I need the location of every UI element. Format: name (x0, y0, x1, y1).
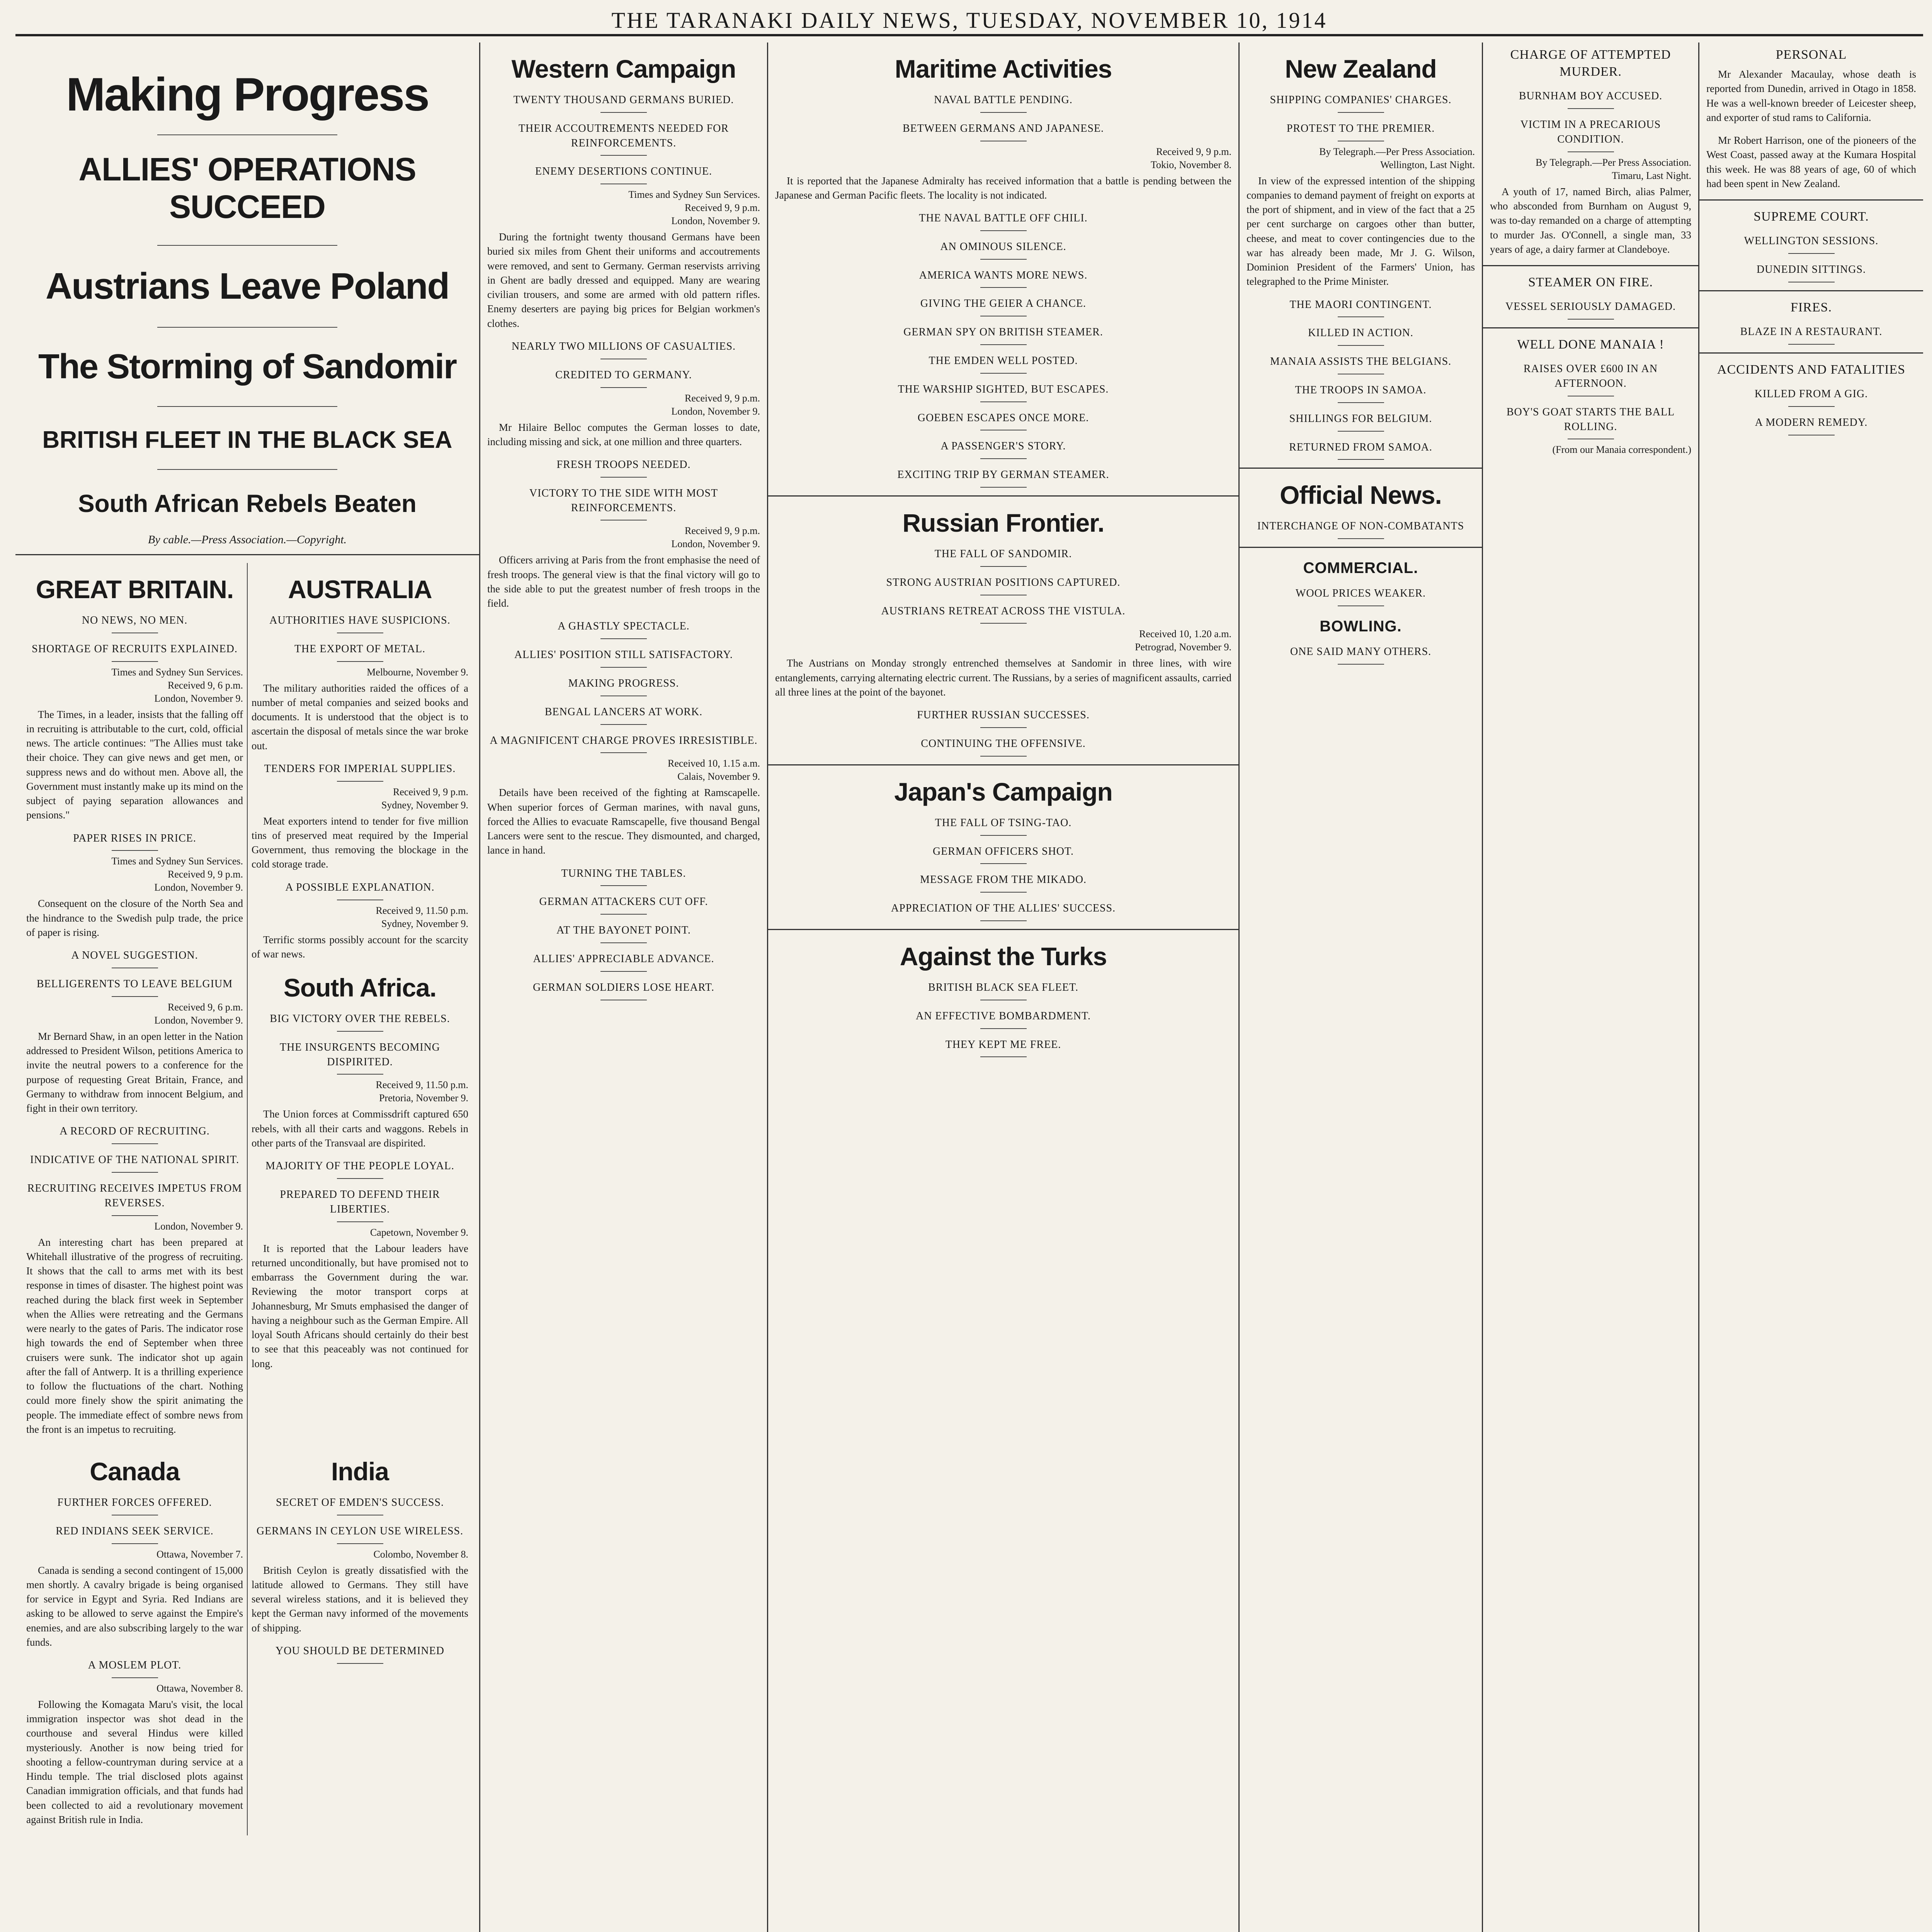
article-title: WELL DONE MANAIA ! (1517, 337, 1664, 352)
dateline: Sydney, November 9. (381, 918, 468, 929)
dateline: Ottawa, November 7. (156, 1548, 243, 1560)
subhead: THE NAVAL BATTLE OFF CHILI. (775, 211, 1231, 231)
subhead: DUNEDIN SITTINGS. (1706, 262, 1916, 282)
dateline: Wellington, Last Night. (1380, 159, 1475, 170)
masthead: THE TARANAKI DAILY NEWS, TUESDAY, NOVEMBER 10, 1914 (15, 7, 1923, 36)
subhead: THE FALL OF TSING-TAO. (775, 816, 1231, 836)
article-paragraph: During the fortnight twenty thousand Germans have been buried six miles from Ghent their uniforms and accoutrements were removed, and sent to Germany. German reservists arriving in Ghent are badly dressed and equipped. Many are wearing civilian trousers, and some are armed with old pattern rifles. Enemy deserters are paying big prices for Belgian workmen's clothes. (487, 231, 760, 329)
subhead: KILLED IN ACTION. (1247, 326, 1475, 346)
divider (157, 327, 337, 328)
dateline: Petrograd, November 9. (1135, 641, 1231, 653)
divider (1240, 468, 1482, 469)
subhead: INTERCHANGE OF NON-COMBATANTS (1247, 519, 1475, 539)
article-paragraph: Mr Alexander Macaulay, whose death is reported from Dunedin, arrived in Otago in 1858. He was a well-known breeder of Leicester sheep, and exporter of stud rams to California. (1706, 68, 1916, 123)
subhead: BETWEEN GERMANS AND JAPANESE. (775, 121, 1231, 141)
subhead: THE EMDEN WELL POSTED. (775, 354, 1231, 374)
divider (1699, 290, 1923, 291)
columns (15, 43, 1923, 1932)
section-bowling: BOWLING. (1320, 617, 1402, 635)
subhead: PREPARED TO DEFEND THEIR LIBERTIES. (252, 1187, 468, 1222)
dateline: London, November 9. (154, 882, 243, 893)
source-line: By Telegraph.—Per Press Association. (1319, 146, 1475, 157)
divider (1483, 327, 1698, 328)
column-5 (1482, 43, 1698, 1932)
dateline: Ottawa, November 8. (156, 1682, 243, 1694)
subhead: STRONG AUSTRIAN POSITIONS CAPTURED. (775, 575, 1231, 595)
divider (157, 245, 337, 246)
divider (157, 469, 337, 470)
subhead: THE FALL OF SANDOMIR. (775, 547, 1231, 567)
section-official-news: Official News. (1280, 481, 1442, 510)
subhead: AMERICA WANTS MORE NEWS. (775, 268, 1231, 288)
section-canada: Canada (90, 1457, 180, 1486)
subhead: RED INDIANS SEEK SERVICE. (26, 1524, 243, 1544)
article-title: PERSONAL (1776, 48, 1847, 62)
dateline: Colombo, November 8. (373, 1548, 468, 1560)
subhead: YOU SHOULD BE DETERMINED (252, 1644, 468, 1664)
dateline: London, November 9. (671, 405, 760, 417)
received-line: Received 9, 9 p.m. (393, 786, 468, 798)
article-paragraph: Canada is sending a second contingent of 15,000 men shortly. A cavalry brigade is being organised for service in Egypt and Syria. Red Indians are asking to be allowed to serve against the Empire's enemies, and are also subscribing largely to the war funds. (26, 1564, 243, 1648)
subhead: THEY KEPT ME FREE. (775, 1037, 1231, 1058)
subhead: MAJORITY OF THE PEOPLE LOYAL. (252, 1159, 468, 1179)
article-title: FIRES. (1790, 300, 1832, 315)
column-3 (767, 43, 1238, 1932)
received-line: Received 9, 9 p.m. (168, 869, 243, 880)
subhead: CONTINUING THE OFFENSIVE. (775, 736, 1231, 757)
subhead: FURTHER FORCES OFFERED. (26, 1495, 243, 1515)
article-title: STEAMER ON FIRE. (1528, 275, 1653, 290)
received-line: Received 9, 6 p.m. (168, 1001, 243, 1013)
subhead: MESSAGE FROM THE MIKADO. (775, 872, 1231, 893)
received-line: Received 10, 1.15 a.m. (668, 758, 760, 769)
subhead: A MAGNIFICENT CHARGE PROVES IRRESISTIBLE. (487, 733, 760, 753)
subhead: BENGAL LANCERS AT WORK. (487, 705, 760, 725)
article-paragraph: In view of the expressed intention of the shipping companies to demand payment of freight on exports at the port of shipment, and in view of the fact that a 25 per cent surcharge on cargoes other than butter, cheese, and meat to cover contingencies due to the war has already been made, Mr J. G. Wilson, Dominion President of the Farmers' Union, has telegraphed to the Prime Minister. (1247, 175, 1475, 287)
subhead: BRITISH BLACK SEA FLEET. (775, 980, 1231, 1000)
subhead: AN EFFECTIVE BOMBARDMENT. (775, 1009, 1231, 1029)
article-paragraph: Officers arriving at Paris from the front emphasise the need of fresh troops. The general view is that the final victory will go to the side able to put the greatest number of fresh troops in the field. (487, 554, 760, 609)
divider (1699, 199, 1923, 201)
divider (768, 764, 1238, 765)
dateline: London, November 9. (154, 1220, 243, 1232)
article-paragraph: Mr Robert Harrison, one of the pioneers of the West Coast, passed away at the Kumara Hospital this week. He was 88 years of age, 60 of which had been spent in New Zealand. (1706, 134, 1916, 189)
subhead: AN OMINOUS SILENCE. (775, 240, 1231, 260)
subhead: TWENTY THOUSAND GERMANS BURIED. (487, 93, 760, 113)
subhead: ALLIES' POSITION STILL SATISFACTORY. (487, 648, 760, 668)
article-paragraph: A youth of 17, named Birch, alias Palmer, who absconded from Burnham on August 9, was to-day remanded on a charge of attempting to murder Jas. O'Connell, a single man, 33 years of age, a dairy farmer at Clandeboye. (1490, 185, 1691, 255)
article-paragraph: Terrific storms possibly account for the scarcity of war news. (252, 934, 468, 960)
subhead: TURNING THE TABLES. (487, 866, 760, 886)
subhead: VICTIM IN A PRECARIOUS CONDITION. (1490, 117, 1691, 152)
subhead: MANAIA ASSISTS THE BELGIANS. (1247, 354, 1475, 374)
article-paragraph: Meat exporters intend to tender for five million tins of preserved meat required by the Imperial Government, thus removing the blockage in the cold storage trade. (252, 815, 468, 870)
column-6 (1698, 43, 1923, 1932)
subhead: ONE SAID MANY OTHERS. (1247, 645, 1475, 665)
dateline: London, November 9. (671, 215, 760, 227)
subhead: VESSEL SERIOUSLY DAMAGED. (1490, 299, 1691, 320)
subcolumn-canada (22, 1445, 247, 1835)
headline-allies-operations: ALLIES' OPERATIONS SUCCEED (78, 151, 416, 225)
subhead: GERMANS IN CEYLON USE WIRELESS. (252, 1524, 468, 1544)
section-western-campaign: Western Campaign (511, 54, 736, 83)
article-paragraph: Details have been received of the fighting at Ramscapelle. When superior forces of German marines, with naval guns, forced the Allies to evacuate Ramscapelle, five thousand Bengal Lancers were sent to the rescue. They dismounted, and charged, lance in hand. (487, 787, 760, 856)
section-against-the-turks: Against the Turks (900, 942, 1107, 971)
subhead: RECRUITING RECEIVES IMPETUS FROM REVERSES. (26, 1181, 243, 1216)
section-japans-campaign: Japan's Campaign (894, 777, 1112, 806)
article-paragraph: Following the Komagata Maru's visit, the local immigration inspector was shot dead in the courthouse and several Hindus were killed mysteriously. Another is now being tried for shooting a fellow-countryman during service at a Hindu temple. The trial disclosed plots against Canadian immigration officials, and that funds had been collected to aid a revolutionary movement against British rule in India. (26, 1698, 243, 1825)
subhead: A RECORD OF RECRUITING. (26, 1124, 243, 1144)
subhead: THEIR ACCOUTREMENTS NEEDED FOR REINFORCEMENTS. (487, 121, 760, 156)
subhead: GERMAN SPY ON BRITISH STEAMER. (775, 325, 1231, 345)
subhead: NAVAL BATTLE PENDING. (775, 93, 1231, 113)
headline-making-progress: Making Progress (66, 68, 429, 121)
received-line: Received 9, 9 p.m. (685, 202, 760, 214)
source-line: Times and Sydney Sun Services. (111, 666, 243, 678)
subhead: EXCITING TRIP BY GERMAN STEAMER. (775, 468, 1231, 488)
dateline: London, November 9. (671, 538, 760, 550)
subhead: FRESH TROOPS NEEDED. (487, 457, 760, 478)
section-maritime-activities: Maritime Activities (895, 54, 1112, 83)
subhead: TENDERS FOR IMPERIAL SUPPLIES. (252, 762, 468, 782)
subhead: AUTHORITIES HAVE SUSPICIONS. (252, 613, 468, 633)
subhead: BOY'S GOAT STARTS THE BALL ROLLING. (1490, 405, 1691, 440)
divider (1483, 265, 1698, 266)
headline-austrians-leave-poland: Austrians Leave Poland (45, 265, 449, 307)
subhead: A GHASTLY SPECTACLE. (487, 619, 760, 639)
received-line: Received 9, 9 p.m. (685, 392, 760, 404)
subhead: THE TROOPS IN SAMOA. (1247, 383, 1475, 403)
section-new-zealand: New Zealand (1285, 54, 1437, 83)
headline-storming-sandomir: The Storming of Sandomir (38, 347, 456, 386)
byline: (From our Manaia correspondent.) (1552, 444, 1691, 456)
subhead: THE MAORI CONTINGENT. (1247, 298, 1475, 318)
article-paragraph: The Times, in a leader, insists that the falling off in recruiting is attributable to the curt, cold, official news. The article continues: "The Allies must take their choice. They can give news and get men, or suppress news and do without men. Above all, the Government must instantly make up its mind on the subject of paying separation allowances and pensions." (26, 708, 243, 821)
divider (157, 406, 337, 407)
byline: By cable.—Press Association.—Copyright. (148, 533, 347, 546)
subhead: NO NEWS, NO MEN. (26, 613, 243, 633)
headline-british-fleet: BRITISH FLEET IN THE BLACK SEA (42, 427, 452, 454)
column-1 (15, 43, 479, 1932)
dateline: London, November 9. (154, 692, 243, 704)
subhead: WELLINGTON SESSIONS. (1706, 234, 1916, 254)
dateline: Melbourne, November 9. (367, 666, 468, 678)
column-1-subcolumns (22, 563, 472, 1445)
divider (15, 554, 479, 555)
column-4 (1238, 43, 1482, 1932)
dateline: Sydney, November 9. (381, 799, 468, 811)
subhead: FURTHER RUSSIAN SUCCESSES. (775, 708, 1231, 728)
subhead: RETURNED FROM SAMOA. (1247, 440, 1475, 460)
subhead: A POSSIBLE EXPLANATION. (252, 880, 468, 900)
subhead: NEARLY TWO MILLIONS OF CASUALTIES. (487, 339, 760, 359)
subhead: A PASSENGER'S STORY. (775, 439, 1231, 459)
subhead: A NOVEL SUGGESTION. (26, 948, 243, 968)
subhead: GERMAN SOLDIERS LOSE HEART. (487, 980, 760, 1000)
source-line: Times and Sydney Sun Services. (111, 855, 243, 867)
section-australia: AUSTRALIA (288, 575, 432, 604)
article-paragraph: It is reported that the Labour leaders have returned unconditionally, but have promised not to embarrass the Government during the war. Reviewing the motor transport corps at Johannesburg, Mr Smuts emphasised the danger of having a neighbour such as the German Empire. All loyal South Africans should certainly do their best to see that this peaceably was not continued for long. (252, 1242, 468, 1369)
section-south-africa: South Africa. (283, 973, 437, 1002)
article-paragraph: It is reported that the Japanese Admiralty has received information that a battle is pending between the Japanese and German Pacific fleets. The locality is not indicated. (775, 175, 1231, 201)
subhead: ALLIES' APPRECIABLE ADVANCE. (487, 952, 760, 972)
received-line: Received 9, 11.50 p.m. (376, 1079, 468, 1091)
received-line: Received 9, 9 p.m. (1156, 146, 1231, 157)
subhead: A MODERN REMEDY. (1706, 415, 1916, 435)
dateline: Timaru, Last Night. (1612, 170, 1691, 181)
dateline: London, November 9. (154, 1014, 243, 1026)
dateline: Capetown, November 9. (370, 1226, 468, 1238)
divider (1699, 352, 1923, 354)
headline-south-african-rebels: South African Rebels Beaten (78, 490, 417, 518)
section-great-britain: GREAT BRITAIN. (36, 575, 234, 604)
subhead: THE INSURGENTS BECOMING DISPIRITED. (252, 1040, 468, 1075)
received-line: Received 10, 1.20 a.m. (1139, 628, 1231, 640)
article-paragraph: Consequent on the closure of the North Sea and the hindrance to the Swedish pulp trade, the price of paper is rising. (26, 898, 243, 938)
article-paragraph: Mr Bernard Shaw, in an open letter in the Nation addressed to President Wilson, petitions America to invite the neutral powers to a conference for the purpose of requesting Great Britain, France, and Germany to withdraw from innocent Belgium, and fight in their own territory. (26, 1030, 243, 1114)
column-1-lower-subcolumns (22, 1445, 472, 1835)
subhead: BELLIGERENTS TO LEAVE BELGIUM (26, 977, 243, 997)
section-russian-frontier: Russian Frontier. (902, 509, 1104, 537)
subhead: AT THE BAYONET POINT. (487, 923, 760, 943)
received-line: Received 9, 9 p.m. (685, 525, 760, 537)
section-india: India (331, 1457, 389, 1486)
subhead: PAPER RISES IN PRICE. (26, 831, 243, 851)
subcolumn-great-britain (22, 563, 247, 1445)
article-paragraph: British Ceylon is greatly dissatisfied with the latitude allowed to Germans. They still have several wireless stations, and it is believed they kept the German navy informed of the movements of shipping. (252, 1564, 468, 1634)
article-paragraph: The Austrians on Monday strongly entrenched themselves at Sandomir in three lines, with wire entanglements, carrying alternating electric current. The Russians, by a series of magnificent assaults, carried all three lines at the point of the bayonet. (775, 657, 1231, 698)
subhead: GOEBEN ESCAPES ONCE MORE. (775, 411, 1231, 431)
article-paragraph: The military authorities raided the offices of a number of metal companies and seized books and documents. It is understood that the object is to ascertain the disposal of metals since the war broke out. (252, 682, 468, 752)
subcolumn-india (247, 1445, 472, 1835)
dateline: Tokio, November 8. (1150, 159, 1231, 170)
subhead: RAISES OVER £600 IN AN AFTERNOON. (1490, 362, 1691, 396)
subhead: BLAZE IN A RESTAURANT. (1706, 325, 1916, 345)
divider (768, 495, 1238, 497)
section-commercial: COMMERCIAL. (1303, 560, 1418, 577)
subcolumn-australia (247, 563, 472, 1445)
subhead: THE EXPORT OF METAL. (252, 642, 468, 662)
subhead: KILLED FROM A GIG. (1706, 387, 1916, 407)
subhead: BURNHAM BOY ACCUSED. (1490, 89, 1691, 109)
dateline: Pretoria, November 9. (379, 1092, 468, 1104)
subhead: A MOSLEM PLOT. (26, 1658, 243, 1678)
article-paragraph: An interesting chart has been prepared at Whitehall illustrative of the progress of recruiting. It shows that the call to arms met with its best response in times of disaster. The highest point was reached during the black first week in September when the Allies were retreating and the Germans were nearly to the gates of Paris. The indicator rose high towards the end of September when three cruisers were sunk. The indicator shot up again after the fall of Antwerp. It is a thrilling experience to follow the fluctuations of the chart. Nothing could more finely show the spirit animating the people. The immediate effect of sombre news from the front is an impetus to recruiting. (26, 1236, 243, 1435)
column-2 (479, 43, 767, 1932)
article-paragraph: Mr Hilaire Belloc computes the German losses to date, including missing and sick, at one million and three quarters. (487, 421, 760, 447)
subhead: THE WARSHIP SIGHTED, BUT ESCAPES. (775, 382, 1231, 402)
divider (157, 134, 337, 135)
subhead: CREDITED TO GERMANY. (487, 368, 760, 388)
received-line: Received 9, 11.50 p.m. (376, 905, 468, 916)
subhead: PROTEST TO THE PREMIER. (1247, 121, 1475, 141)
subhead: SHIPPING COMPANIES' CHARGES. (1247, 93, 1475, 113)
divider (1240, 547, 1482, 548)
subhead: SHILLINGS FOR BELGIUM. (1247, 412, 1475, 432)
article-paragraph: The Union forces at Commissdrift captured 650 rebels, with all their carts and waggons. Rebels in other parts of the Transvaal are dispirited. (252, 1108, 468, 1149)
subhead: WOOL PRICES WEAKER. (1247, 586, 1475, 606)
article-title: SUPREME COURT. (1753, 209, 1869, 224)
subhead: SECRET OF EMDEN'S SUCCESS. (252, 1495, 468, 1515)
subhead: GERMAN OFFICERS SHOT. (775, 844, 1231, 864)
subhead: APPRECIATION OF THE ALLIES' SUCCESS. (775, 901, 1231, 921)
article-title: CHARGE OF ATTEMPTED MURDER. (1510, 48, 1671, 79)
dateline: Calais, November 9. (677, 771, 760, 782)
subhead: GIVING THE GEIER A CHANCE. (775, 296, 1231, 316)
source-line: By Telegraph.—Per Press Association. (1536, 156, 1691, 168)
subhead: SHORTAGE OF RECRUITS EXPLAINED. (26, 642, 243, 662)
divider (768, 929, 1238, 930)
article-title: ACCIDENTS AND FATALITIES (1717, 362, 1906, 377)
subhead: VICTORY TO THE SIDE WITH MOST REINFORCEMENTS. (487, 486, 760, 521)
subhead: GERMAN ATTACKERS CUT OFF. (487, 895, 760, 915)
subhead: MAKING PROGRESS. (487, 676, 760, 696)
received-line: Received 9, 6 p.m. (168, 679, 243, 691)
subhead: ENEMY DESERTIONS CONTINUE. (487, 164, 760, 184)
subhead: BIG VICTORY OVER THE REBELS. (252, 1012, 468, 1032)
subhead: INDICATIVE OF THE NATIONAL SPIRIT. (26, 1153, 243, 1173)
source-line: Times and Sydney Sun Services. (628, 189, 760, 201)
subhead: AUSTRIANS RETREAT ACROSS THE VISTULA. (775, 604, 1231, 624)
